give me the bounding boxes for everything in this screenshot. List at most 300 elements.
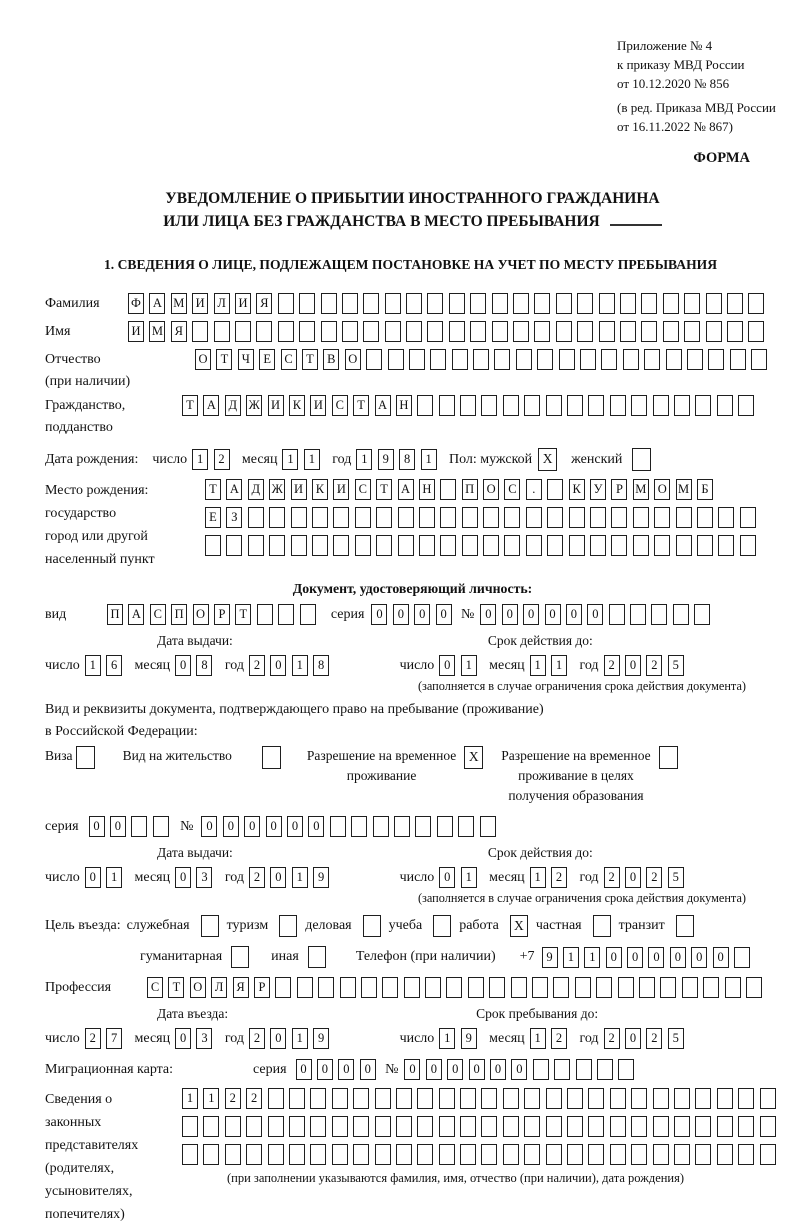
char-box[interactable] xyxy=(611,507,627,528)
char-box[interactable] xyxy=(312,535,328,556)
char-box[interactable]: 0 xyxy=(404,1059,420,1080)
char-box[interactable]: Р xyxy=(254,977,270,998)
char-box[interactable]: И xyxy=(128,321,144,342)
char-box[interactable]: И xyxy=(235,293,251,314)
char-box[interactable] xyxy=(588,1116,604,1137)
char-box[interactable]: 1 xyxy=(461,867,477,888)
char-box[interactable] xyxy=(312,507,328,528)
char-box[interactable] xyxy=(398,507,414,528)
char-box[interactable]: 0 xyxy=(606,947,622,968)
gender-male-checkbox[interactable]: X xyxy=(538,448,557,471)
char-box[interactable]: 0 xyxy=(244,816,260,837)
char-box[interactable]: 8 xyxy=(399,449,415,470)
char-box[interactable]: А xyxy=(149,293,165,314)
char-box[interactable] xyxy=(673,604,689,625)
char-box[interactable] xyxy=(462,507,478,528)
char-box[interactable] xyxy=(687,349,703,370)
char-box[interactable] xyxy=(291,535,307,556)
char-box[interactable] xyxy=(631,1088,647,1109)
char-box[interactable] xyxy=(751,349,767,370)
char-box[interactable] xyxy=(575,977,591,998)
char-box[interactable]: М xyxy=(149,321,165,342)
char-box[interactable]: 1 xyxy=(584,947,600,968)
char-box[interactable]: 1 xyxy=(292,1028,308,1049)
char-box[interactable]: 0 xyxy=(175,655,191,676)
char-box[interactable] xyxy=(268,1144,284,1165)
char-box[interactable] xyxy=(730,349,746,370)
char-box[interactable] xyxy=(182,1116,198,1137)
char-box[interactable]: 2 xyxy=(249,655,265,676)
char-box[interactable] xyxy=(398,535,414,556)
char-box[interactable] xyxy=(458,816,474,837)
residence-permit-checkbox[interactable] xyxy=(262,746,281,769)
char-box[interactable]: 3 xyxy=(196,867,212,888)
char-box[interactable]: 0 xyxy=(480,604,496,625)
char-box[interactable]: 1 xyxy=(530,655,546,676)
char-box[interactable] xyxy=(446,977,462,998)
char-box[interactable]: Т xyxy=(182,395,198,416)
char-box[interactable] xyxy=(633,535,649,556)
char-box[interactable]: 0 xyxy=(436,604,452,625)
char-box[interactable]: О xyxy=(654,479,670,500)
char-box[interactable] xyxy=(653,1116,669,1137)
char-box[interactable]: 1 xyxy=(551,655,567,676)
char-box[interactable] xyxy=(663,321,679,342)
char-box[interactable] xyxy=(361,977,377,998)
char-box[interactable]: 2 xyxy=(604,867,620,888)
char-box[interactable] xyxy=(375,1144,391,1165)
char-box[interactable]: 9 xyxy=(378,449,394,470)
char-box[interactable]: 0 xyxy=(439,655,455,676)
char-box[interactable] xyxy=(556,293,572,314)
char-box[interactable] xyxy=(746,977,762,998)
char-box[interactable]: А xyxy=(398,479,414,500)
char-box[interactable] xyxy=(481,395,497,416)
char-box[interactable] xyxy=(425,977,441,998)
char-box[interactable] xyxy=(366,349,382,370)
char-box[interactable] xyxy=(653,395,669,416)
char-box[interactable] xyxy=(588,395,604,416)
char-box[interactable]: С xyxy=(355,479,371,500)
char-box[interactable]: М xyxy=(676,479,692,500)
char-box[interactable] xyxy=(524,1144,540,1165)
char-box[interactable]: 5 xyxy=(668,655,684,676)
char-box[interactable]: О xyxy=(345,349,361,370)
purpose-transit-checkbox[interactable] xyxy=(676,915,694,937)
char-box[interactable] xyxy=(684,293,700,314)
char-box[interactable] xyxy=(725,977,741,998)
char-box[interactable] xyxy=(332,1088,348,1109)
char-box[interactable] xyxy=(375,1088,391,1109)
char-box[interactable]: П xyxy=(107,604,123,625)
char-box[interactable] xyxy=(503,1088,519,1109)
char-box[interactable] xyxy=(516,349,532,370)
char-box[interactable] xyxy=(654,535,670,556)
char-box[interactable]: 0 xyxy=(393,604,409,625)
char-box[interactable] xyxy=(674,395,690,416)
char-box[interactable] xyxy=(318,977,334,998)
char-box[interactable] xyxy=(404,977,420,998)
char-box[interactable] xyxy=(639,977,655,998)
char-box[interactable] xyxy=(460,1088,476,1109)
char-box[interactable] xyxy=(470,293,486,314)
char-box[interactable] xyxy=(695,1088,711,1109)
char-box[interactable]: 1 xyxy=(304,449,320,470)
char-box[interactable]: В xyxy=(323,349,339,370)
char-box[interactable] xyxy=(439,1088,455,1109)
char-box[interactable] xyxy=(275,977,291,998)
char-box[interactable] xyxy=(449,321,465,342)
char-box[interactable]: 1 xyxy=(182,1088,198,1109)
char-box[interactable] xyxy=(333,507,349,528)
char-box[interactable] xyxy=(248,535,264,556)
char-box[interactable]: 1 xyxy=(530,867,546,888)
char-box[interactable] xyxy=(440,535,456,556)
char-box[interactable] xyxy=(480,816,496,837)
char-box[interactable] xyxy=(269,535,285,556)
char-box[interactable] xyxy=(489,977,505,998)
char-box[interactable] xyxy=(470,321,486,342)
char-box[interactable]: Д xyxy=(225,395,241,416)
char-box[interactable] xyxy=(588,1144,604,1165)
char-box[interactable] xyxy=(734,947,750,968)
char-box[interactable] xyxy=(310,1088,326,1109)
char-box[interactable]: К xyxy=(569,479,585,500)
char-box[interactable] xyxy=(439,1144,455,1165)
char-box[interactable] xyxy=(417,1116,433,1137)
char-box[interactable] xyxy=(706,321,722,342)
char-box[interactable]: 0 xyxy=(545,604,561,625)
char-box[interactable] xyxy=(417,1088,433,1109)
char-box[interactable] xyxy=(278,293,294,314)
char-box[interactable]: 7 xyxy=(106,1028,122,1049)
char-box[interactable]: 1 xyxy=(192,449,208,470)
char-box[interactable]: 2 xyxy=(225,1088,241,1109)
char-box[interactable] xyxy=(610,1088,626,1109)
char-box[interactable] xyxy=(376,507,392,528)
char-box[interactable] xyxy=(376,535,392,556)
purpose-work-checkbox[interactable]: X xyxy=(510,915,528,937)
char-box[interactable]: 2 xyxy=(551,867,567,888)
char-box[interactable] xyxy=(676,507,692,528)
purpose-private-checkbox[interactable] xyxy=(593,915,611,937)
char-box[interactable] xyxy=(214,321,230,342)
char-box[interactable]: Л xyxy=(211,977,227,998)
char-box[interactable] xyxy=(503,395,519,416)
char-box[interactable] xyxy=(660,977,676,998)
char-box[interactable]: 0 xyxy=(270,1028,286,1049)
char-box[interactable] xyxy=(511,977,527,998)
char-box[interactable] xyxy=(618,977,634,998)
char-box[interactable]: М xyxy=(171,293,187,314)
char-box[interactable] xyxy=(513,321,529,342)
char-box[interactable] xyxy=(524,395,540,416)
char-box[interactable] xyxy=(460,1144,476,1165)
char-box[interactable] xyxy=(278,604,294,625)
char-box[interactable]: 0 xyxy=(490,1059,506,1080)
char-box[interactable]: 2 xyxy=(249,867,265,888)
char-box[interactable]: 0 xyxy=(670,947,686,968)
char-box[interactable] xyxy=(353,1116,369,1137)
char-box[interactable] xyxy=(355,535,371,556)
char-box[interactable]: 0 xyxy=(587,604,603,625)
char-box[interactable] xyxy=(599,293,615,314)
char-box[interactable]: А xyxy=(226,479,242,500)
char-box[interactable] xyxy=(513,293,529,314)
char-box[interactable] xyxy=(415,816,431,837)
char-box[interactable]: 0 xyxy=(648,947,664,968)
char-box[interactable] xyxy=(682,977,698,998)
visa-checkbox[interactable] xyxy=(76,746,95,769)
char-box[interactable]: 0 xyxy=(110,816,126,837)
char-box[interactable]: 0 xyxy=(223,816,239,837)
char-box[interactable]: А xyxy=(128,604,144,625)
char-box[interactable]: И xyxy=(268,395,284,416)
char-box[interactable]: И xyxy=(291,479,307,500)
char-box[interactable] xyxy=(351,816,367,837)
char-box[interactable]: 0 xyxy=(625,1028,641,1049)
char-box[interactable] xyxy=(268,1088,284,1109)
char-box[interactable] xyxy=(694,604,710,625)
char-box[interactable]: Н xyxy=(396,395,412,416)
char-box[interactable] xyxy=(703,977,719,998)
char-box[interactable] xyxy=(599,321,615,342)
char-box[interactable] xyxy=(192,321,208,342)
char-box[interactable] xyxy=(653,1088,669,1109)
char-box[interactable]: 5 xyxy=(668,1028,684,1049)
char-box[interactable] xyxy=(546,395,562,416)
char-box[interactable] xyxy=(406,321,422,342)
char-box[interactable]: 0 xyxy=(287,816,303,837)
char-box[interactable] xyxy=(727,293,743,314)
char-box[interactable]: 2 xyxy=(604,655,620,676)
char-box[interactable]: Т xyxy=(302,349,318,370)
char-box[interactable] xyxy=(609,604,625,625)
char-box[interactable]: 0 xyxy=(625,867,641,888)
char-box[interactable]: 0 xyxy=(175,1028,191,1049)
char-box[interactable]: 8 xyxy=(196,655,212,676)
char-box[interactable] xyxy=(577,321,593,342)
char-box[interactable]: 0 xyxy=(627,947,643,968)
char-box[interactable] xyxy=(666,349,682,370)
char-box[interactable]: Т xyxy=(353,395,369,416)
char-box[interactable] xyxy=(547,535,563,556)
char-box[interactable]: Т xyxy=(216,349,232,370)
char-box[interactable] xyxy=(406,293,422,314)
char-box[interactable]: 1 xyxy=(421,449,437,470)
char-box[interactable]: О xyxy=(195,349,211,370)
char-box[interactable] xyxy=(532,977,548,998)
char-box[interactable] xyxy=(246,1144,262,1165)
char-box[interactable] xyxy=(388,349,404,370)
char-box[interactable]: К xyxy=(289,395,305,416)
char-box[interactable] xyxy=(340,977,356,998)
char-box[interactable] xyxy=(225,1144,241,1165)
char-box[interactable] xyxy=(706,293,722,314)
char-box[interactable] xyxy=(580,349,596,370)
char-box[interactable] xyxy=(674,1116,690,1137)
char-box[interactable]: 1 xyxy=(461,655,477,676)
char-box[interactable]: О xyxy=(190,977,206,998)
char-box[interactable]: 0 xyxy=(713,947,729,968)
char-box[interactable] xyxy=(394,816,410,837)
char-box[interactable] xyxy=(452,349,468,370)
char-box[interactable]: 0 xyxy=(371,604,387,625)
char-box[interactable] xyxy=(375,1116,391,1137)
char-box[interactable] xyxy=(363,293,379,314)
char-box[interactable]: Я xyxy=(256,293,272,314)
char-box[interactable]: 9 xyxy=(313,867,329,888)
char-box[interactable] xyxy=(355,507,371,528)
char-box[interactable] xyxy=(738,1144,754,1165)
char-box[interactable] xyxy=(235,321,251,342)
char-box[interactable] xyxy=(631,395,647,416)
char-box[interactable] xyxy=(473,349,489,370)
char-box[interactable]: 1 xyxy=(292,655,308,676)
char-box[interactable]: Т xyxy=(376,479,392,500)
char-box[interactable]: 0 xyxy=(625,655,641,676)
char-box[interactable]: 2 xyxy=(646,655,662,676)
char-box[interactable] xyxy=(299,321,315,342)
char-box[interactable] xyxy=(427,293,443,314)
char-box[interactable] xyxy=(342,321,358,342)
char-box[interactable] xyxy=(462,535,478,556)
char-box[interactable] xyxy=(695,1144,711,1165)
char-box[interactable] xyxy=(330,816,346,837)
char-box[interactable] xyxy=(396,1144,412,1165)
char-box[interactable]: И xyxy=(192,293,208,314)
char-box[interactable] xyxy=(460,1116,476,1137)
char-box[interactable]: Р xyxy=(611,479,627,500)
char-box[interactable] xyxy=(460,395,476,416)
char-box[interactable] xyxy=(503,1144,519,1165)
char-box[interactable]: 2 xyxy=(214,449,230,470)
char-box[interactable]: 1 xyxy=(85,655,101,676)
char-box[interactable] xyxy=(481,1144,497,1165)
char-box[interactable] xyxy=(153,816,169,837)
char-box[interactable] xyxy=(708,349,724,370)
char-box[interactable]: Е xyxy=(205,507,221,528)
char-box[interactable] xyxy=(427,321,443,342)
char-box[interactable] xyxy=(533,1059,549,1080)
char-box[interactable]: 2 xyxy=(249,1028,265,1049)
char-box[interactable] xyxy=(554,1059,570,1080)
char-box[interactable]: 0 xyxy=(89,816,105,837)
char-box[interactable] xyxy=(740,507,756,528)
char-box[interactable]: 0 xyxy=(308,816,324,837)
char-box[interactable] xyxy=(419,507,435,528)
char-box[interactable] xyxy=(373,816,389,837)
char-box[interactable] xyxy=(526,535,542,556)
char-box[interactable] xyxy=(577,293,593,314)
gender-female-checkbox[interactable] xyxy=(632,448,651,471)
purpose-study-checkbox[interactable] xyxy=(433,915,451,937)
char-box[interactable] xyxy=(481,1116,497,1137)
char-box[interactable]: 0 xyxy=(439,867,455,888)
char-box[interactable]: 0 xyxy=(270,655,286,676)
char-box[interactable] xyxy=(567,395,583,416)
char-box[interactable] xyxy=(738,1088,754,1109)
char-box[interactable] xyxy=(310,1144,326,1165)
char-box[interactable] xyxy=(248,507,264,528)
char-box[interactable] xyxy=(439,1116,455,1137)
char-box[interactable] xyxy=(618,1059,634,1080)
char-box[interactable] xyxy=(674,1088,690,1109)
char-box[interactable] xyxy=(396,1088,412,1109)
char-box[interactable] xyxy=(630,604,646,625)
char-box[interactable] xyxy=(205,535,221,556)
char-box[interactable] xyxy=(537,349,553,370)
char-box[interactable]: 2 xyxy=(604,1028,620,1049)
char-box[interactable] xyxy=(695,1116,711,1137)
char-box[interactable]: С xyxy=(332,395,348,416)
char-box[interactable] xyxy=(740,535,756,556)
char-box[interactable]: . xyxy=(526,479,542,500)
char-box[interactable] xyxy=(439,395,455,416)
char-box[interactable]: Ф xyxy=(128,293,144,314)
char-box[interactable] xyxy=(718,507,734,528)
temp-residence-edu-checkbox[interactable] xyxy=(659,746,678,769)
char-box[interactable] xyxy=(717,1088,733,1109)
char-box[interactable] xyxy=(760,1088,776,1109)
char-box[interactable] xyxy=(257,604,273,625)
char-box[interactable]: К xyxy=(312,479,328,500)
char-box[interactable]: 0 xyxy=(266,816,282,837)
char-box[interactable]: З xyxy=(226,507,242,528)
char-box[interactable] xyxy=(417,1144,433,1165)
char-box[interactable]: Е xyxy=(259,349,275,370)
char-box[interactable]: Б xyxy=(697,479,713,500)
char-box[interactable]: 2 xyxy=(551,1028,567,1049)
char-box[interactable]: 2 xyxy=(646,867,662,888)
char-box[interactable]: 0 xyxy=(317,1059,333,1080)
char-box[interactable]: Д xyxy=(248,479,264,500)
char-box[interactable] xyxy=(620,293,636,314)
char-box[interactable] xyxy=(717,1144,733,1165)
char-box[interactable] xyxy=(663,293,679,314)
char-box[interactable] xyxy=(717,395,733,416)
char-box[interactable]: Ж xyxy=(246,395,262,416)
char-box[interactable] xyxy=(504,507,520,528)
char-box[interactable]: 1 xyxy=(530,1028,546,1049)
char-box[interactable]: 9 xyxy=(313,1028,329,1049)
char-box[interactable]: 0 xyxy=(85,867,101,888)
char-box[interactable]: 9 xyxy=(542,947,558,968)
char-box[interactable] xyxy=(534,293,550,314)
char-box[interactable]: Р xyxy=(214,604,230,625)
char-box[interactable] xyxy=(738,1116,754,1137)
char-box[interactable]: 0 xyxy=(691,947,707,968)
char-box[interactable] xyxy=(553,977,569,998)
char-box[interactable] xyxy=(559,349,575,370)
char-box[interactable] xyxy=(546,1116,562,1137)
char-box[interactable] xyxy=(382,977,398,998)
char-box[interactable] xyxy=(385,321,401,342)
char-box[interactable] xyxy=(225,1116,241,1137)
char-box[interactable]: 1 xyxy=(292,867,308,888)
char-box[interactable] xyxy=(203,1144,219,1165)
char-box[interactable] xyxy=(440,507,456,528)
char-box[interactable]: 8 xyxy=(313,655,329,676)
char-box[interactable]: Л xyxy=(214,293,230,314)
char-box[interactable] xyxy=(547,507,563,528)
char-box[interactable]: С xyxy=(281,349,297,370)
char-box[interactable] xyxy=(590,507,606,528)
char-box[interactable] xyxy=(641,293,657,314)
char-box[interactable] xyxy=(748,293,764,314)
char-box[interactable] xyxy=(310,1116,326,1137)
char-box[interactable] xyxy=(396,1116,412,1137)
